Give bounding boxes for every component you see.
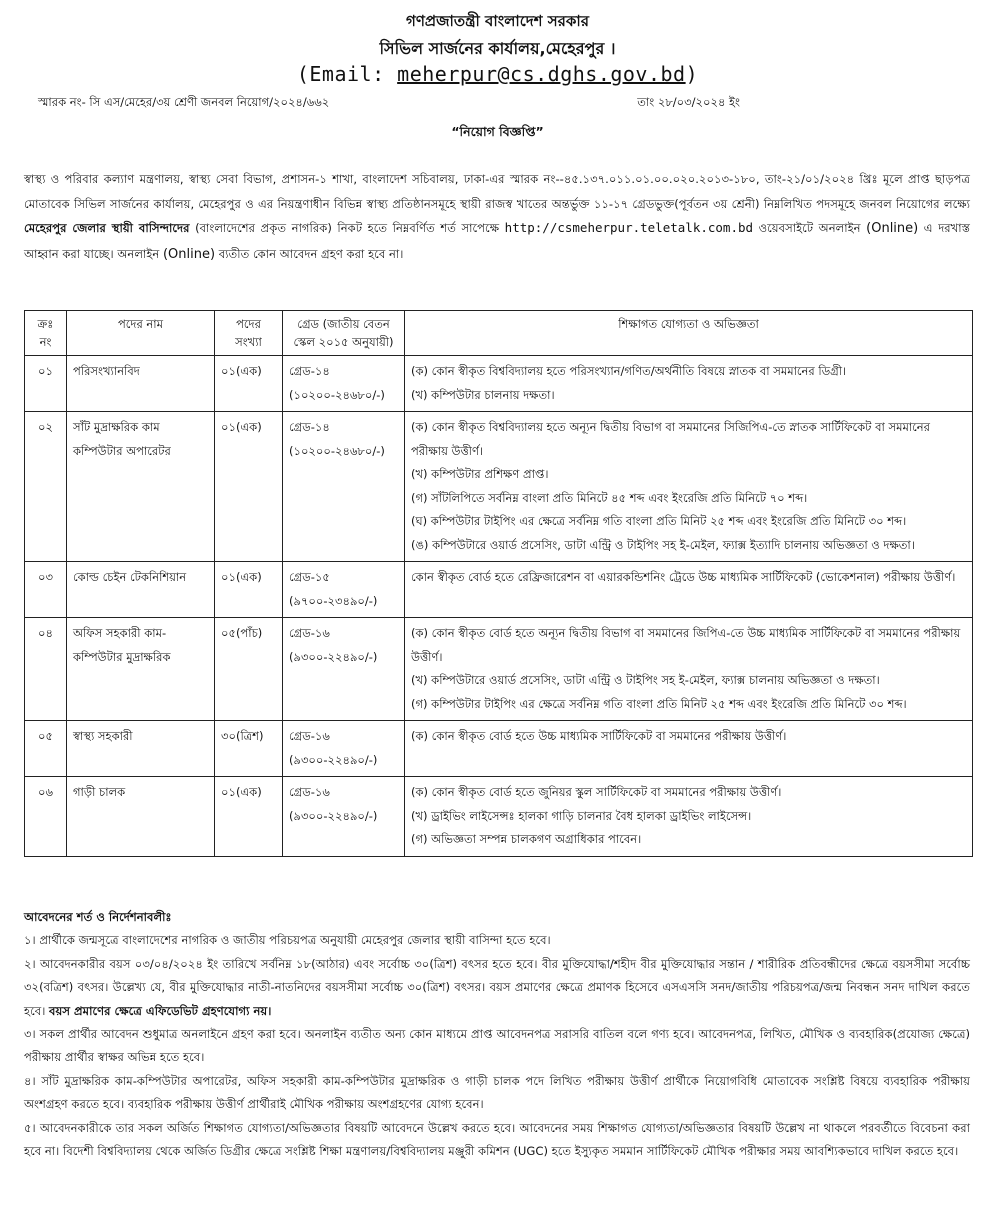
email-line [0,62,995,86]
row-qualification-cell [405,777,973,857]
header-post-name: পদের নাম [67,311,215,356]
memo-number: স্মারক নং- সি এস/মেহের/৩য় শ্রেণী জনবল নিয়োগ/২০২৪/৬৬২ [38,95,330,109]
condition-2 [24,953,970,1023]
row-qualification-cell [405,562,973,618]
table-row [25,412,973,562]
row-qualification-cell [405,618,973,721]
table-row [25,618,973,721]
email-address[interactable]: meherpur@cs.dghs.gov.bd [397,62,686,86]
condition-2-text: ২। আবেদনকারীর বয়স ০৩/০৪/২০২৪ ইং তারিখে সর্বনিম্ন ১৮(আঠার) এবং সর্বোচ্চ ৩০(ত্রিশ) বৎসর হতে হবে। বীর মুক্তিযোদ্ধা/শহীদ বীর মুক্তিযোদ্ধার সন্তান / শারীরিক প্রতিবন্ধীদের ক্ষেত্রে বয়সসীমা সর্বোচ্চ ৩২(বত্রিশ) বৎসর। উল্লেখ্য যে, বীর মুক্তিযোদ্ধার নাতী-নাতনিদের বয়সসীমা সর্বোচ্চ ৩০(ত্রিশ) বৎসর। বয়স প্রমাণের ক্ষেত্রে প্রমাণক হিসেবে এসএসসি সনদ/জাতীয় পরিচয়পত্র/জন্ম নিবন্ধন সনদ দাখিল করতে হবে। [24,956,970,1018]
row-qualification-cell [405,721,973,777]
posts-table [24,310,973,857]
row-grade-cell [283,562,405,618]
row-grade: গ্রেড-১৬ [289,729,330,743]
row-grade-cell [283,618,405,721]
intro-text-4: এ দরখাস্ত আহ্বান করা যাচ্ছে। অনলাইন [24,221,970,261]
row-grade-cell [283,356,405,412]
row-grade: গ্রেড-১৬ [289,785,330,799]
row-serial: ০৬ [25,777,67,857]
table-row [25,777,973,857]
memo-date: তাং ২৮/০৩/২০২৪ ইং [637,95,740,109]
office-title: সিভিল সার্জনের কার্যালয়,মেহেরপুর । [379,39,616,58]
row-pay-scale: (৯৭০০-২৩৪৯০/-) [289,593,378,608]
row-serial: ০৩ [25,562,67,618]
qualification-item: কোন স্বীকৃত বোর্ড হতে রেফ্রিজারেশন বা এয়ারকন্ডিশনিং ট্রেডে উচ্চ মাধ্যমিক সার্টিফিকেট (ভোকেশনাল) পরীক্ষায় উত্তীর্ণ। [411,570,956,584]
row-post-count: ০১(এক) [215,412,283,562]
row-post-name: সাঁট মুদ্রাক্ষরিক কাম কম্পিউটার অপারেটর [67,412,215,562]
intro-text-1: স্বাস্থ্য ও পরিবার কল্যাণ মন্ত্রণালয়, স্বাস্থ্য সেবা বিভাগ, প্রশাসন-১ শাখা, বাংলাদেশ সচিবালয়, ঢাকা-এর স্মারক নং--৪৫.১৩৭.০১১.০১.০০.০২০.২০১৩-১৮০, তাং-২১/০১/২০২৪ খ্রিঃ মূলে প্রাপ্ত ছাড়পত্র মোতাবেক সিভিল সার্জনের কার্যালয়, মেহেরপুর ও এর নিয়ন্ত্রণাধীন বিভিন্ন স্বাস্থ্য প্রতিষ্ঠানসমূহে স্থায়ী রাজস্ব খাতের অন্তর্ভুক্ত ১১-১৭ গ্রেডভুক্ত(পূর্বতন ৩য় শ্রেনী) নিম্নলিখিত পদসমূহে জনবল নিয়োগের লক্ষ্যে [24,172,970,211]
row-post-count: ০৫(পাঁচ) [215,618,283,721]
qualification-item: (ক) কোন স্বীকৃত বোর্ড হতে অন্যূন দ্বিতীয় বিভাগ বা সমমানের জিপিএ-তে উচ্চ মাধ্যমিক সার্টিফিকেট বা সমমানের পরীক্ষায় উত্তীর্ণ। [411,626,961,664]
row-post-name: গাড়ী চালক [67,777,215,857]
row-grade: গ্রেড-১৪ [289,364,330,378]
qualification-item: (ক) কোন স্বীকৃত বোর্ড হতে উচ্চ মাধ্যমিক সার্টিফিকেট বা সমমানের পরীক্ষায় উত্তীর্ণ। [411,729,787,743]
row-post-count: ৩০(ত্রিশ) [215,721,283,777]
row-grade: গ্রেড-১৫ [289,570,330,584]
row-pay-scale: (৯৩০০-২২৪৯০/-) [289,649,378,664]
condition-2-bold: বয়স প্রমাণের ক্ষেত্রে এফিডেভিট গ্রহণযোগ্য নয়। [49,1003,272,1018]
online-term-1: (Online) [866,221,919,236]
qualification-item: (ঙ) কম্পিউটারে ওয়ার্ড প্রসেসিং, ডাটা এন্ট্রি ও টাইপিং সহ ই-মেইল, ফ্যাক্স ইত্যাদি চালনায় অভিজ্ঞতা ও দক্ষতা। [411,537,915,552]
qualification-item: (ক) কোন স্বীকৃত বিশ্ববিদ্যালয় হতে পরিসংখ্যান/গণিত/অর্থনীতি বিষয়ে স্নাতক বা সমমানের ডিগ্রী। [411,364,847,378]
header-post-count: পদের সংখ্যা [215,311,283,356]
row-post-count: ০১(এক) [215,777,283,857]
row-post-count: ০১(এক) [215,562,283,618]
condition-3: ৩। সকল প্রার্থীর আবেদন শুধুমাত্র অনলাইনে গ্রহণ করা হবে। অনলাইন ব্যতীত অন্য কোন মাধ্যমে প্রাপ্ত আবেদনপত্র সরাসরি বাতিল বলে গণ্য হবে। আবেদনপত্র, লিখিত, মৌখিক ও ব্যবহারিক(প্রযোজ্য ক্ষেত্রে) পরীক্ষায় প্রার্থীর স্বাক্ষর অভিন্ন হতে হবে। [24,1027,970,1065]
email-prefix: (Email: [296,62,398,86]
row-post-count: ০১(এক) [215,356,283,412]
condition-1: ১। প্রার্থীকে জন্মসূত্রে বাংলাদেশের নাগরিক ও জাতীয় পরিচয়পত্র অনুযায়ী মেহেরপুর জেলার স্থায়ী বাসিন্দা হতে হবে। [24,933,551,948]
row-serial: ০১ [25,356,67,412]
row-pay-scale: (৯৩০০-২২৪৯০/-) [289,752,378,767]
govt-title: গণপ্রজাতন্ত্রী বাংলাদেশ সরকার [406,12,589,30]
row-pay-scale: (৯৩০০-২২৪৯০/-) [289,808,378,823]
row-post-name: স্বাস্থ্য সহকারী [67,721,215,777]
intro-paragraph [24,167,970,267]
table-row [25,721,973,777]
row-grade: গ্রেড-১৪ [289,420,330,434]
condition-5: ৫। আবেদনকারীকে তার সকল অর্জিত শিক্ষাগত যোগ্যতা/অভিজ্ঞতার বিষয়টি আবেদনে উল্লেখ করতে হবে। আবেদনের সময় শিক্ষাগত যোগ্যতা/অভিজ্ঞতার বিষয়টি উল্লেখ না থাকলে পরবর্তীতে বিবেচনা করা হবে না। বিদেশী বিশ্ববিদ্যালয় থেকে অর্জিত ডিগ্রীর ক্ষেত্রে সংশ্লিষ্ট শিক্ষা মন্ত্রণালয়/বিশ্ববিদ্যালয় মঞ্জুরী কমিশন (UGC) হতে ইস্যুকৃত সমমান সার্টিফিকেট মৌখিক পরীক্ষার সময় আবশ্যিকভাবে দাখিল করতে হবে। [24,1120,970,1159]
qualification-item: (ক) কোন স্বীকৃত বিশ্ববিদ্যালয় হতে অন্যূন দ্বিতীয় বিভাগ বা সমমানের সিজিপিএ-তে স্নাতক সার্টিফিকেট বা সমমানের পরীক্ষায় উত্তীর্ণ। [411,420,930,458]
row-post-name: পরিসংখ্যানবিদ [67,356,215,412]
table-row [25,356,973,412]
row-grade-cell [283,412,405,562]
qualification-item: (ক) কোন স্বীকৃত বোর্ড হতে জুনিয়র স্কুল সার্টিফিকেট বা সমমানের পরীক্ষায় উত্তীর্ণ। [411,785,782,799]
intro-text-3: ওয়েবসাইটে অনলাইন [753,221,867,235]
qualification-item: (খ) ড্রাইভিং লাইসেন্সঃ হালকা গাড়ি চালনার বৈধ হালকা ড্রাইভিং লাইসেন্স। [411,808,752,823]
qualification-item: (ঘ) কম্পিউটার টাইপিং এর ক্ষেত্রে সর্বনিম্ন গতি বাংলা প্রতি মিনিট ২৫ শব্দ এবং ইংরেজি প্রতি মিনিটে ৩০ শব্দ। [411,514,907,528]
row-serial: ০৫ [25,721,67,777]
row-pay-scale: (১০২০০-২৪৬৮০/-) [289,387,385,402]
qualification-item: (খ) কম্পিউটার চালনায় দক্ষতা। [411,387,555,402]
header-serial: ক্রঃ নং [25,311,67,356]
row-qualification-cell [405,412,973,562]
qualification-item: (খ) কম্পিউটার প্রশিক্ষণ প্রাপ্ত। [411,467,549,481]
conditions-heading: আবেদনের শর্ত ও নির্দেশনাবলীঃ [24,910,172,924]
table-header-row [25,311,973,356]
conditions-section [24,906,970,1163]
condition-4: ৪। সাঁট মুদ্রাক্ষরিক কাম-কম্পিউটার অপারেটর, অফিস সহকারী কাম-কম্পিউটার মুদ্রাক্ষরিক ও গাড়ী চালক পদে লিখিত পরীক্ষায় উত্তীর্ণ প্রার্থীকে নিয়োগবিধি মোতাবেক সংশ্লিষ্ট বিষয়ে ব্যবহারিক পরীক্ষায় অংশগ্রহণ করতে হবে। ব্যবহারিক পরীক্ষায় উত্তীর্ণ প্রার্থীরাই মৌখিক পরীক্ষায় অংশগ্রহণের যোগ্য হবেন। [24,1073,970,1112]
row-serial: ০২ [25,412,67,562]
row-post-name: কোল্ড চেইন টেকনিশিয়ান [67,562,215,618]
header-qualification: শিক্ষাগত যোগ্যতা ও অভিজ্ঞতা [405,311,973,356]
row-grade-cell [283,721,405,777]
application-url-link[interactable]: http://csmeherpur.teletalk.com.bd [504,220,754,235]
intro-text-5: ব্যতীত কোন আবেদন গ্রহণ করা হবে না। [215,246,404,261]
table-row [25,562,973,618]
online-term-2: (Online) [162,246,216,262]
row-serial: ০৪ [25,618,67,721]
notice-title: “নিয়োগ বিজ্ঞপ্তি” [451,124,544,139]
intro-bold-residents: মেহেরপুর জেলার স্থায়ী বাসিন্দাদের [24,221,190,235]
row-post-name: অফিস সহকারী কাম-কম্পিউটার মুদ্রাক্ষরিক [67,618,215,721]
intro-text-2: (বাংলাদেশের প্রকৃত নাগরিক) নিকট হতে নিম্নবর্ণিত শর্ত সাপেক্ষে [189,221,505,235]
row-grade: গ্রেড-১৬ [289,626,330,640]
qualification-item: (খ) কম্পিউটারে ওয়ার্ড প্রসেসিং, ডাটা এন্ট্রি ও টাইপিং সহ ই-মেইল, ফ্যাক্স চালনায় অভিজ্ঞতা ও দক্ষতা। [411,673,880,687]
row-qualification-cell [405,356,973,412]
qualification-item: (গ) সাঁটলিপিতে সর্বনিম্ন বাংলা প্রতি মিনিটে ৪৫ শব্দ এবং ইংরেজি প্রতি মিনিটে ৭০ শব্দ। [411,490,808,505]
row-pay-scale: (১০২০০-২৪৬৮০/-) [289,443,385,458]
email-suffix: ) [685,62,699,86]
row-grade-cell [283,777,405,857]
header-grade: গ্রেড (জাতীয় বেতন স্কেল ২০১৫ অনুযায়ী) [283,311,405,356]
qualification-item: (গ) অভিজ্ঞতা সম্পন্ন চালকগণ অগ্রাধিকার পাবেন। [411,832,642,846]
qualification-item: (গ) কম্পিউটার টাইপিং এর ক্ষেত্রে সর্বনিম্ন গতি বাংলা প্রতি মিনিট ২৫ শব্দ এবং ইংরেজি প্রতি মিনিটে ৩০ শব্দ। [411,696,907,711]
